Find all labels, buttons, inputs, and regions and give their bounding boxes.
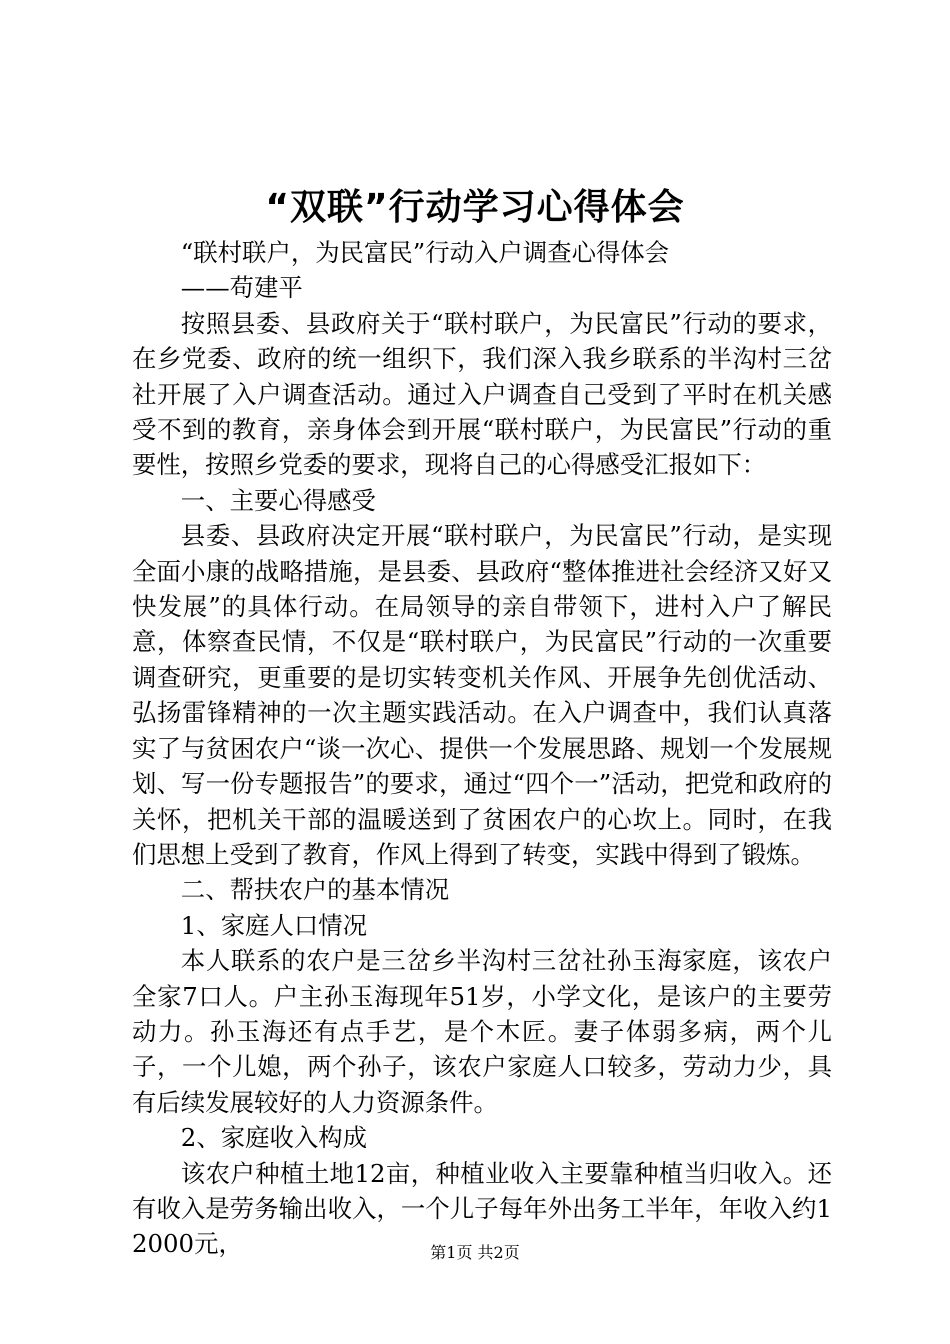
- page-number-footer: 第1页 共2页: [430, 1243, 520, 1262]
- document-title: “双联”行动学习心得体会: [265, 187, 685, 228]
- document-body: [132, 235, 832, 1262]
- section-heading-1: 一、主要心得感受: [180, 485, 376, 515]
- subsection-2-paragraph: 该农户种植土地12亩，种植业收入主要靠种植当归收入。还有收入是劳务输出收入，一个儿子每年外出务工半年，年收入约12000元，: [132, 1158, 832, 1259]
- intro-paragraph: 按照县委、县政府关于“联村联户，为民富民”行动的要求，在乡党委、政府的统一组织下，我们深入我乡联系的半沟村三岔社开展了入户调查活动。通过入户调查自己受到了平时在机关感受不到的教育，亲身体会到开展“联村联户，为民富民”行动的重要性，按照乡党委的要求，现将自己的心得感受汇报如下：: [132, 308, 832, 480]
- subsection-heading-1: 1、家庭人口情况: [180, 910, 368, 940]
- subtitle: “联村联户，为民富民”行动入户调查心得体会: [180, 238, 670, 267]
- subsection-heading-2: 2、家庭收入构成: [180, 1123, 368, 1153]
- section-1-paragraph: 县委、县政府决定开展“联村联户，为民富民”行动，是实现全面小康的战略措施，是县委、县政府“整体推进社会经济又好又快发展”的具体行动。在局领导的亲自带领下，进村入户了解民意，体察查民情，不仅是“联村联户，为民富民”行动的一次重要调查研究，更重要的是切实转变机关作风、开展争先创优活动、弘扬雷锋精神的一次主题实践活动。在入户调查中，我们认真落实了与贫困农户“谈一次心、提供一个发展思路、规划一个发展规划、写一份专题报告”的要求，通过“四个一”活动，把党和政府的关怀，把机关干部的温暖送到了贫困农户的心坎上。同时，在我们思想上受到了教育，作风上得到了转变，实践中得到了锻炼。: [132, 521, 832, 869]
- section-heading-2: 二、帮扶农户的基本情况: [180, 875, 450, 905]
- subsection-1-paragraph: 本人联系的农户是三岔乡半沟村三岔社孙玉海家庭，该农户全家7口人。户主孙玉海现年51岁，小学文化，是该户的主要劳动力。孙玉海还有点手艺，是个木匠。妻子体弱多病，两个儿子，一个儿媳，两个孙子，该农户家庭人口较多，劳动力少，具有后续发展较好的人力资源条件。: [132, 946, 832, 1117]
- author-line: ——苟建平: [180, 273, 303, 303]
